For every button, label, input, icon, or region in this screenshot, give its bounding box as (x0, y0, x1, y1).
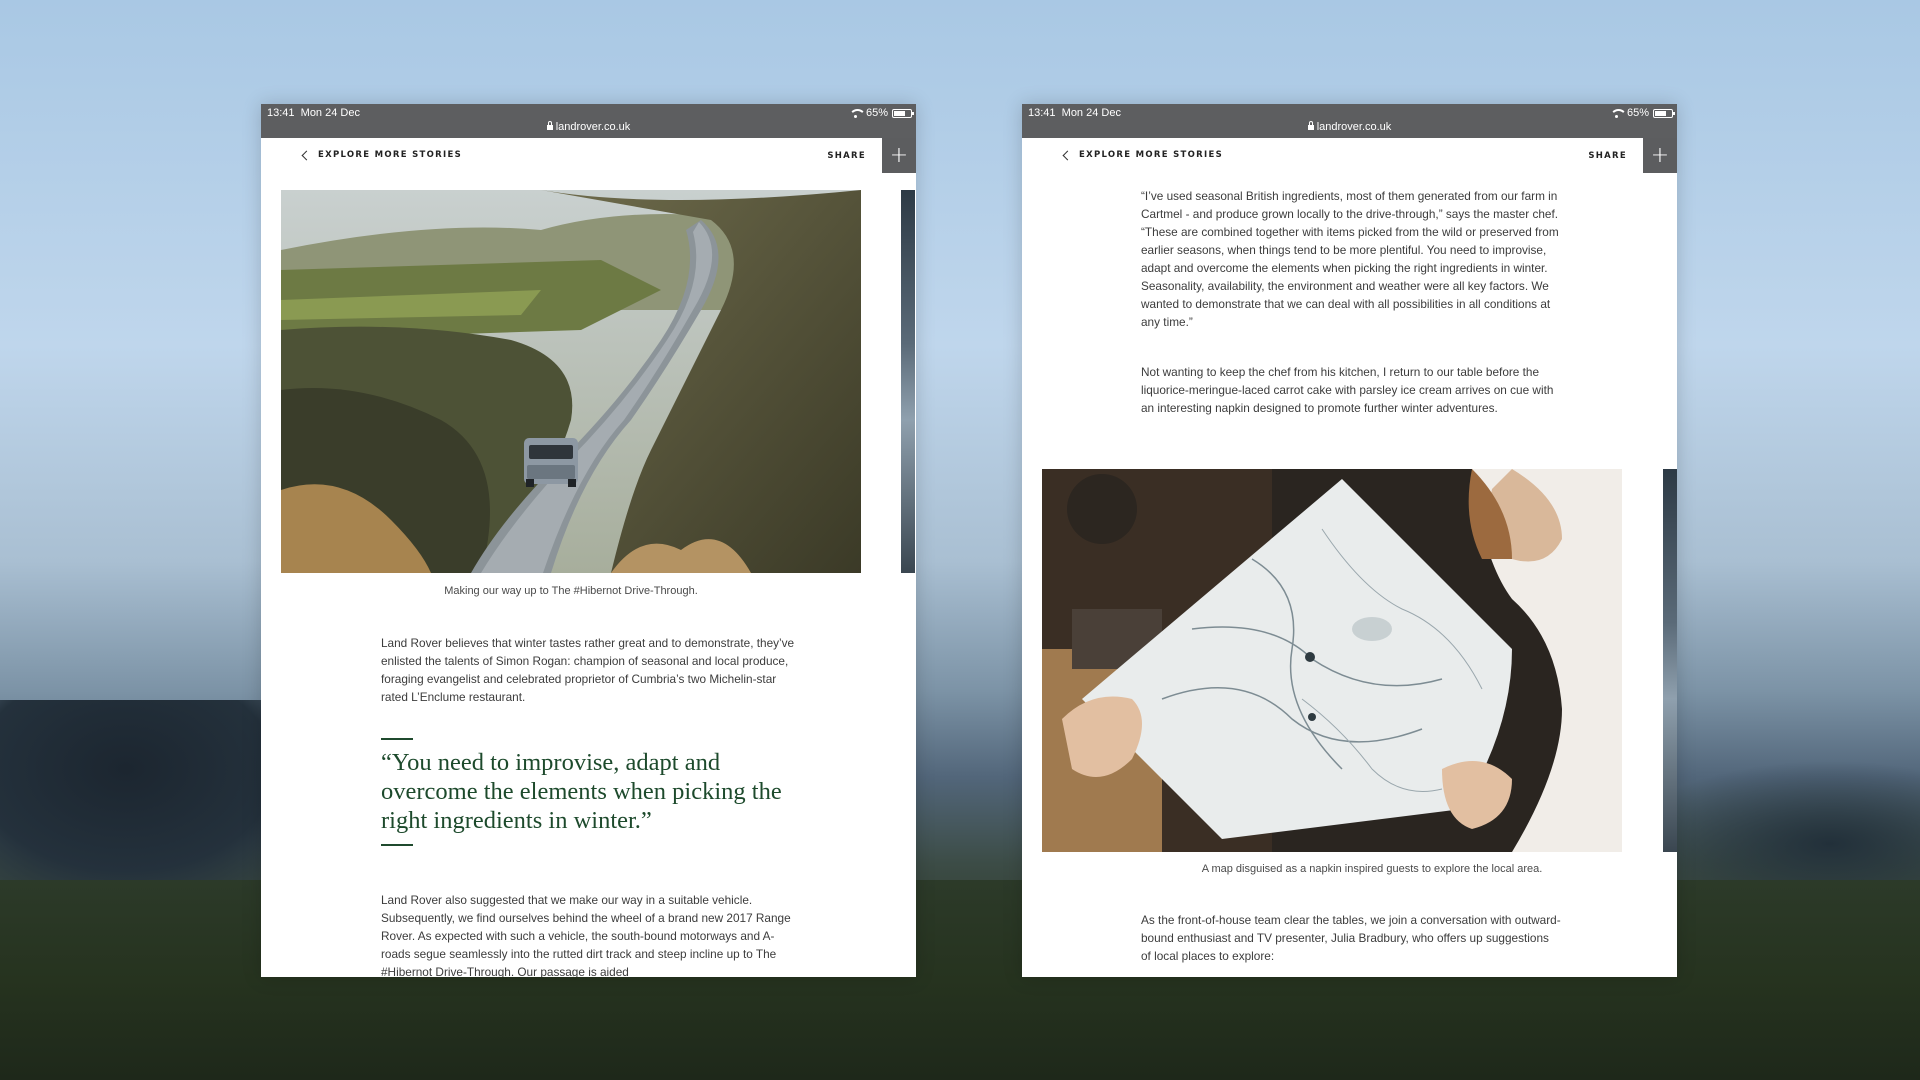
back-link-label: EXPLORE MORE STORIES (1079, 150, 1224, 160)
wifi-icon (849, 109, 862, 118)
status-indicators (849, 107, 912, 119)
url-bar[interactable] (261, 121, 916, 133)
plus-icon: + (1650, 143, 1670, 168)
site-nav (261, 138, 916, 173)
plus-button[interactable] (1643, 138, 1677, 173)
battery-icon (1653, 109, 1673, 118)
image-caption: A map disguised as a napkin inspired guests to explore the local area. (1201, 863, 1543, 875)
car-road-landscape-image (281, 190, 861, 573)
lock-icon (547, 125, 553, 130)
ipad-screen-left (261, 104, 916, 977)
url-bar[interactable] (1022, 121, 1677, 133)
status-date: Mon 24 Dec (300, 107, 360, 119)
article-paragraph: Not wanting to keep the chef from his kitchen, I return to our table before the liquorice-meringue-laced carrot cake with parsley ice cream arrives on cue with an interesting napkin designed to promote further winter adventures. (1141, 365, 1554, 415)
status-time: 13:41 (1028, 107, 1056, 119)
chevron-left-icon (302, 150, 312, 160)
battery-fill (894, 111, 905, 116)
url-text: landrover.co.uk (555, 121, 631, 133)
share-button[interactable]: SHARE (1588, 151, 1627, 161)
pull-quote: “You need to improvise, adapt and overcome the elements when picking the right ingredients in winter.” (381, 749, 782, 834)
article-photo-map-napkin (1042, 469, 1622, 852)
article-paragraph: Land Rover also suggested that we make our way in a suitable vehicle. Subsequently, we find ourselves behind the wheel of a brand new 2017 Range Rover. As expected with such a vehicle, the south-bound motorways and A-roads segue seamlessly into the rutted dirt track and steep incline up to The #Hibernot Drive-Through. Our passage is aided (381, 893, 791, 977)
article-paragraph: Land Rover believes that winter tastes rather great and to demonstrate, they’ve enlisted the talents of Simon Rogan: champion of seasonal and local produce, foraging evangelist and celebrated proprietor of Cumbria’s two Michelin-star rated L’Enclume restaurant. (381, 636, 795, 704)
chevron-left-icon (1063, 150, 1073, 160)
back-link-label: EXPLORE MORE STORIES (318, 150, 463, 160)
wifi-icon (1610, 109, 1623, 118)
battery-percent: 65% (1626, 107, 1649, 119)
status-date: Mon 24 Dec (1061, 107, 1121, 119)
status-bar (261, 104, 916, 138)
site-nav (1022, 138, 1677, 173)
plus-icon: + (889, 143, 909, 168)
article-photo-car-road (281, 190, 861, 573)
next-image-peek (1663, 469, 1677, 852)
quote-rule-bottom (381, 844, 413, 846)
explore-more-stories-link[interactable] (303, 150, 462, 160)
status-indicators (1610, 107, 1673, 119)
battery-fill (1655, 111, 1666, 116)
explore-more-stories-link[interactable] (1064, 150, 1223, 160)
article-paragraph: As the front-of-house team clear the tables, we join a conversation with outward-bound enthusiast and TV presenter, Julia Bradbury, who offers up suggestions of local places to explore: (1141, 913, 1561, 963)
next-image-peek (901, 190, 915, 573)
image-caption: Making our way up to The #Hibernot Drive-Through. (444, 585, 698, 597)
url-text: landrover.co.uk (1316, 121, 1392, 133)
battery-icon (892, 109, 912, 118)
quote-rule-top (381, 738, 413, 740)
map-napkin-image (1042, 469, 1622, 852)
plus-button[interactable] (882, 138, 916, 173)
article-paragraph: “I’ve used seasonal British ingredients, most of them generated from our farm in Cartmel - and produce grown locally to the drive-through,” says the master chef. “These are combined together with items picked from the wild or preserved from earlier seasons, when things tend to be more plentiful. You need to improvise, adapt and overcome the elements when picking the right ingredients in winter. Seasonality, availability, the environment and weather were all key factors. We wanted to demonstrate that we can deal with all possibilities in all conditions at any time.” (1141, 189, 1559, 329)
battery-percent: 65% (865, 107, 888, 119)
status-time: 13:41 (267, 107, 295, 119)
share-button[interactable]: SHARE (827, 151, 866, 161)
status-time-date (1028, 107, 1121, 119)
status-bar (1022, 104, 1677, 138)
status-time-date (267, 107, 360, 119)
lock-icon (1308, 125, 1314, 130)
ipad-screen-right (1022, 104, 1677, 977)
